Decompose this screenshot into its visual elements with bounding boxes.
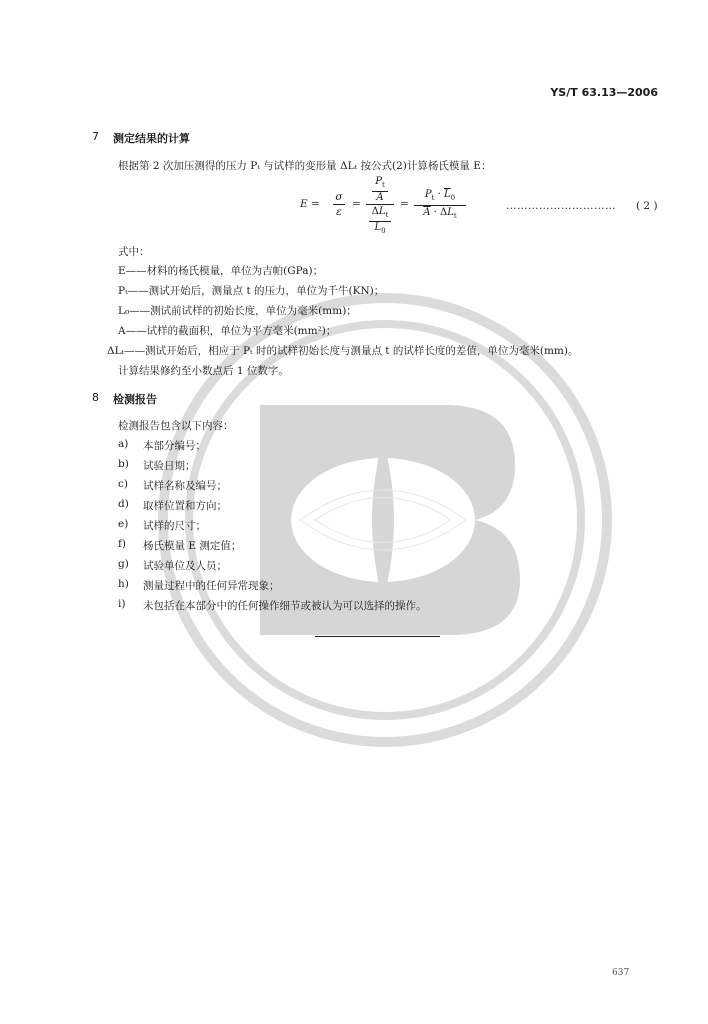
list-item-label: g) — [118, 558, 129, 570]
standard-code: YS/T 63.13—2006 — [550, 86, 658, 99]
rounding-note: 计算结果修约至小数点后 1 位数字。 — [118, 365, 289, 377]
equation-number: ( 2 ) — [636, 200, 658, 212]
list-item-label: d) — [118, 498, 129, 510]
list-item: 测量过程中的任何异常现象； — [143, 580, 280, 592]
where-label: 式中： — [118, 246, 150, 258]
section-8-number: 8 — [92, 391, 99, 404]
definition-item: ΔLₜ——测试开始后，相应于 Pₜ 时的试样初始长度与测量点 t 的试样长度的差值，单位为毫米(mm)。 — [107, 345, 579, 357]
section-8-title: 检测报告 — [113, 393, 157, 406]
definition-item: A——试样的截面积，单位为平方毫米(mm²)； — [118, 325, 337, 337]
section-7-title: 测定结果的计算 — [113, 132, 190, 145]
list-item-label: b) — [118, 458, 129, 470]
list-item: 杨氏模量 E 测定值； — [143, 540, 242, 552]
equation-leader-dots: ………………………… — [506, 200, 616, 212]
list-item: 本部分编号； — [143, 440, 206, 452]
definition-item: Pₜ——测试开始后，测量点 t 的压力，单位为千牛(KN)； — [118, 285, 385, 297]
definition-item: L₀——测试前试样的初始长度，单位为毫米(mm)； — [118, 305, 357, 317]
section-7-intro: 根据第 2 次加压测得的压力 Pₜ 与试样的变形量 ΔLₜ 按公式(2)计算杨氏模量 E： — [118, 160, 492, 172]
list-item: 未包括在本部分中的任何操作细节或被认为可以选择的操作。 — [143, 600, 427, 612]
list-item-label: a) — [118, 438, 129, 450]
watermark-emblem — [155, 290, 615, 750]
list-item-label: h) — [118, 578, 129, 590]
section-8-intro: 检测报告包含以下内容： — [118, 420, 234, 432]
page-number: 637 — [612, 968, 630, 978]
list-item-label: e) — [118, 518, 129, 530]
section-7-number: 7 — [92, 130, 99, 143]
definition-item: E——材料的杨氏模量，单位为吉帕(GPa)； — [118, 265, 324, 277]
list-item: 取样位置和方向； — [143, 500, 227, 512]
list-item: 试样的尺寸； — [143, 520, 206, 532]
list-item-label: f) — [118, 538, 126, 550]
list-item-label: i) — [118, 598, 126, 610]
list-item: 试验日期； — [143, 460, 196, 472]
list-item: 试样名称及编号； — [143, 480, 227, 492]
list-item-label: c) — [118, 478, 128, 490]
list-item: 试验单位及人员； — [143, 560, 227, 572]
end-rule — [315, 636, 440, 637]
formula-2: E = σ ε = $P_t$ $\overline{A}$ $\Delta L_t$ $\overline{L}_0$ = $P_t \cdot \overline{L}_0$ $\overline{A} \cdot \Delta L_t$ — [300, 178, 480, 236]
